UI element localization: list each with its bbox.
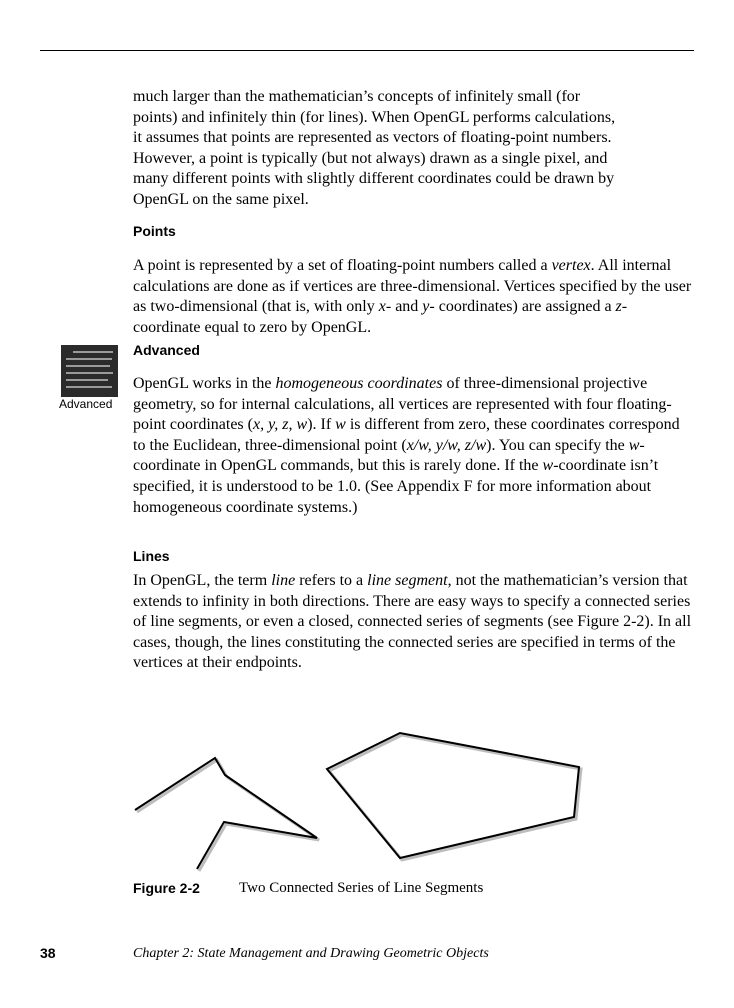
page-number: 38 bbox=[40, 945, 56, 961]
closed-line-loop bbox=[327, 733, 581, 860]
open-line-strip bbox=[135, 758, 319, 871]
figure-caption: Two Connected Series of Line Segments bbox=[239, 880, 484, 896]
chapter-footer: Chapter 2: State Management and Drawing Geometric Objects bbox=[133, 946, 489, 961]
lines-paragraph: In OpenGL, the term line refers to a line segment, not the mathematician’s version that extends to infinity in both directions. There are easy ways to specify a connected series of line segments, or even a closed, connected series of segments (see Figure 2-2). In all cases, though, the lines constituting the connected series are specified in terms of the vertices at their endpoints. bbox=[133, 572, 692, 672]
advanced-paragraph: OpenGL works in the homogeneous coordinates of three-dimensional projective geometry, so for internal calculations, all vertices are represented with four floating-point coordinates (x, y, z, w). If w is different from zero, these coordinates correspond to the Euclidean, three-dimensional point (x/w, y/w, z/w). You can specify the w-coordinate in OpenGL commands, but this is rarely done. If the w-coordinate isn’t specified, it is understood to be 1.0. (See Appendix F for more information about homogeneous coordinate systems.) bbox=[133, 375, 680, 516]
points-paragraph: A point is represented by a set of floating-point numbers called a vertex. All internal calculations are done as if vertices are three-dimensional. Vertices specified by the user as two-dimensional (that is, with only x- and y- coordinates) are assigned a z-coordinate equal to zero by OpenGL. bbox=[133, 257, 692, 336]
advanced-icon-label: Advanced bbox=[59, 397, 113, 411]
advanced-icon bbox=[61, 345, 118, 397]
figure-number: Figure 2-2 bbox=[133, 880, 200, 896]
figure-line-segments bbox=[125, 725, 595, 875]
points-heading: Points bbox=[133, 223, 176, 239]
lines-heading: Lines bbox=[133, 548, 170, 564]
intro-paragraph: much larger than the mathematician’s concepts of infinitely small (for points) and infinitely thin (for lines). When OpenGL performs calculations, it assumes that points are represented as vectors of floating-point numbers. However, a point is typically (but not always) drawn as a single pixel, and many different points with slightly different coordinates could be drawn by OpenGL on the same pixel. bbox=[133, 88, 616, 208]
advanced-heading: Advanced bbox=[133, 342, 200, 358]
header-rule bbox=[40, 50, 694, 51]
